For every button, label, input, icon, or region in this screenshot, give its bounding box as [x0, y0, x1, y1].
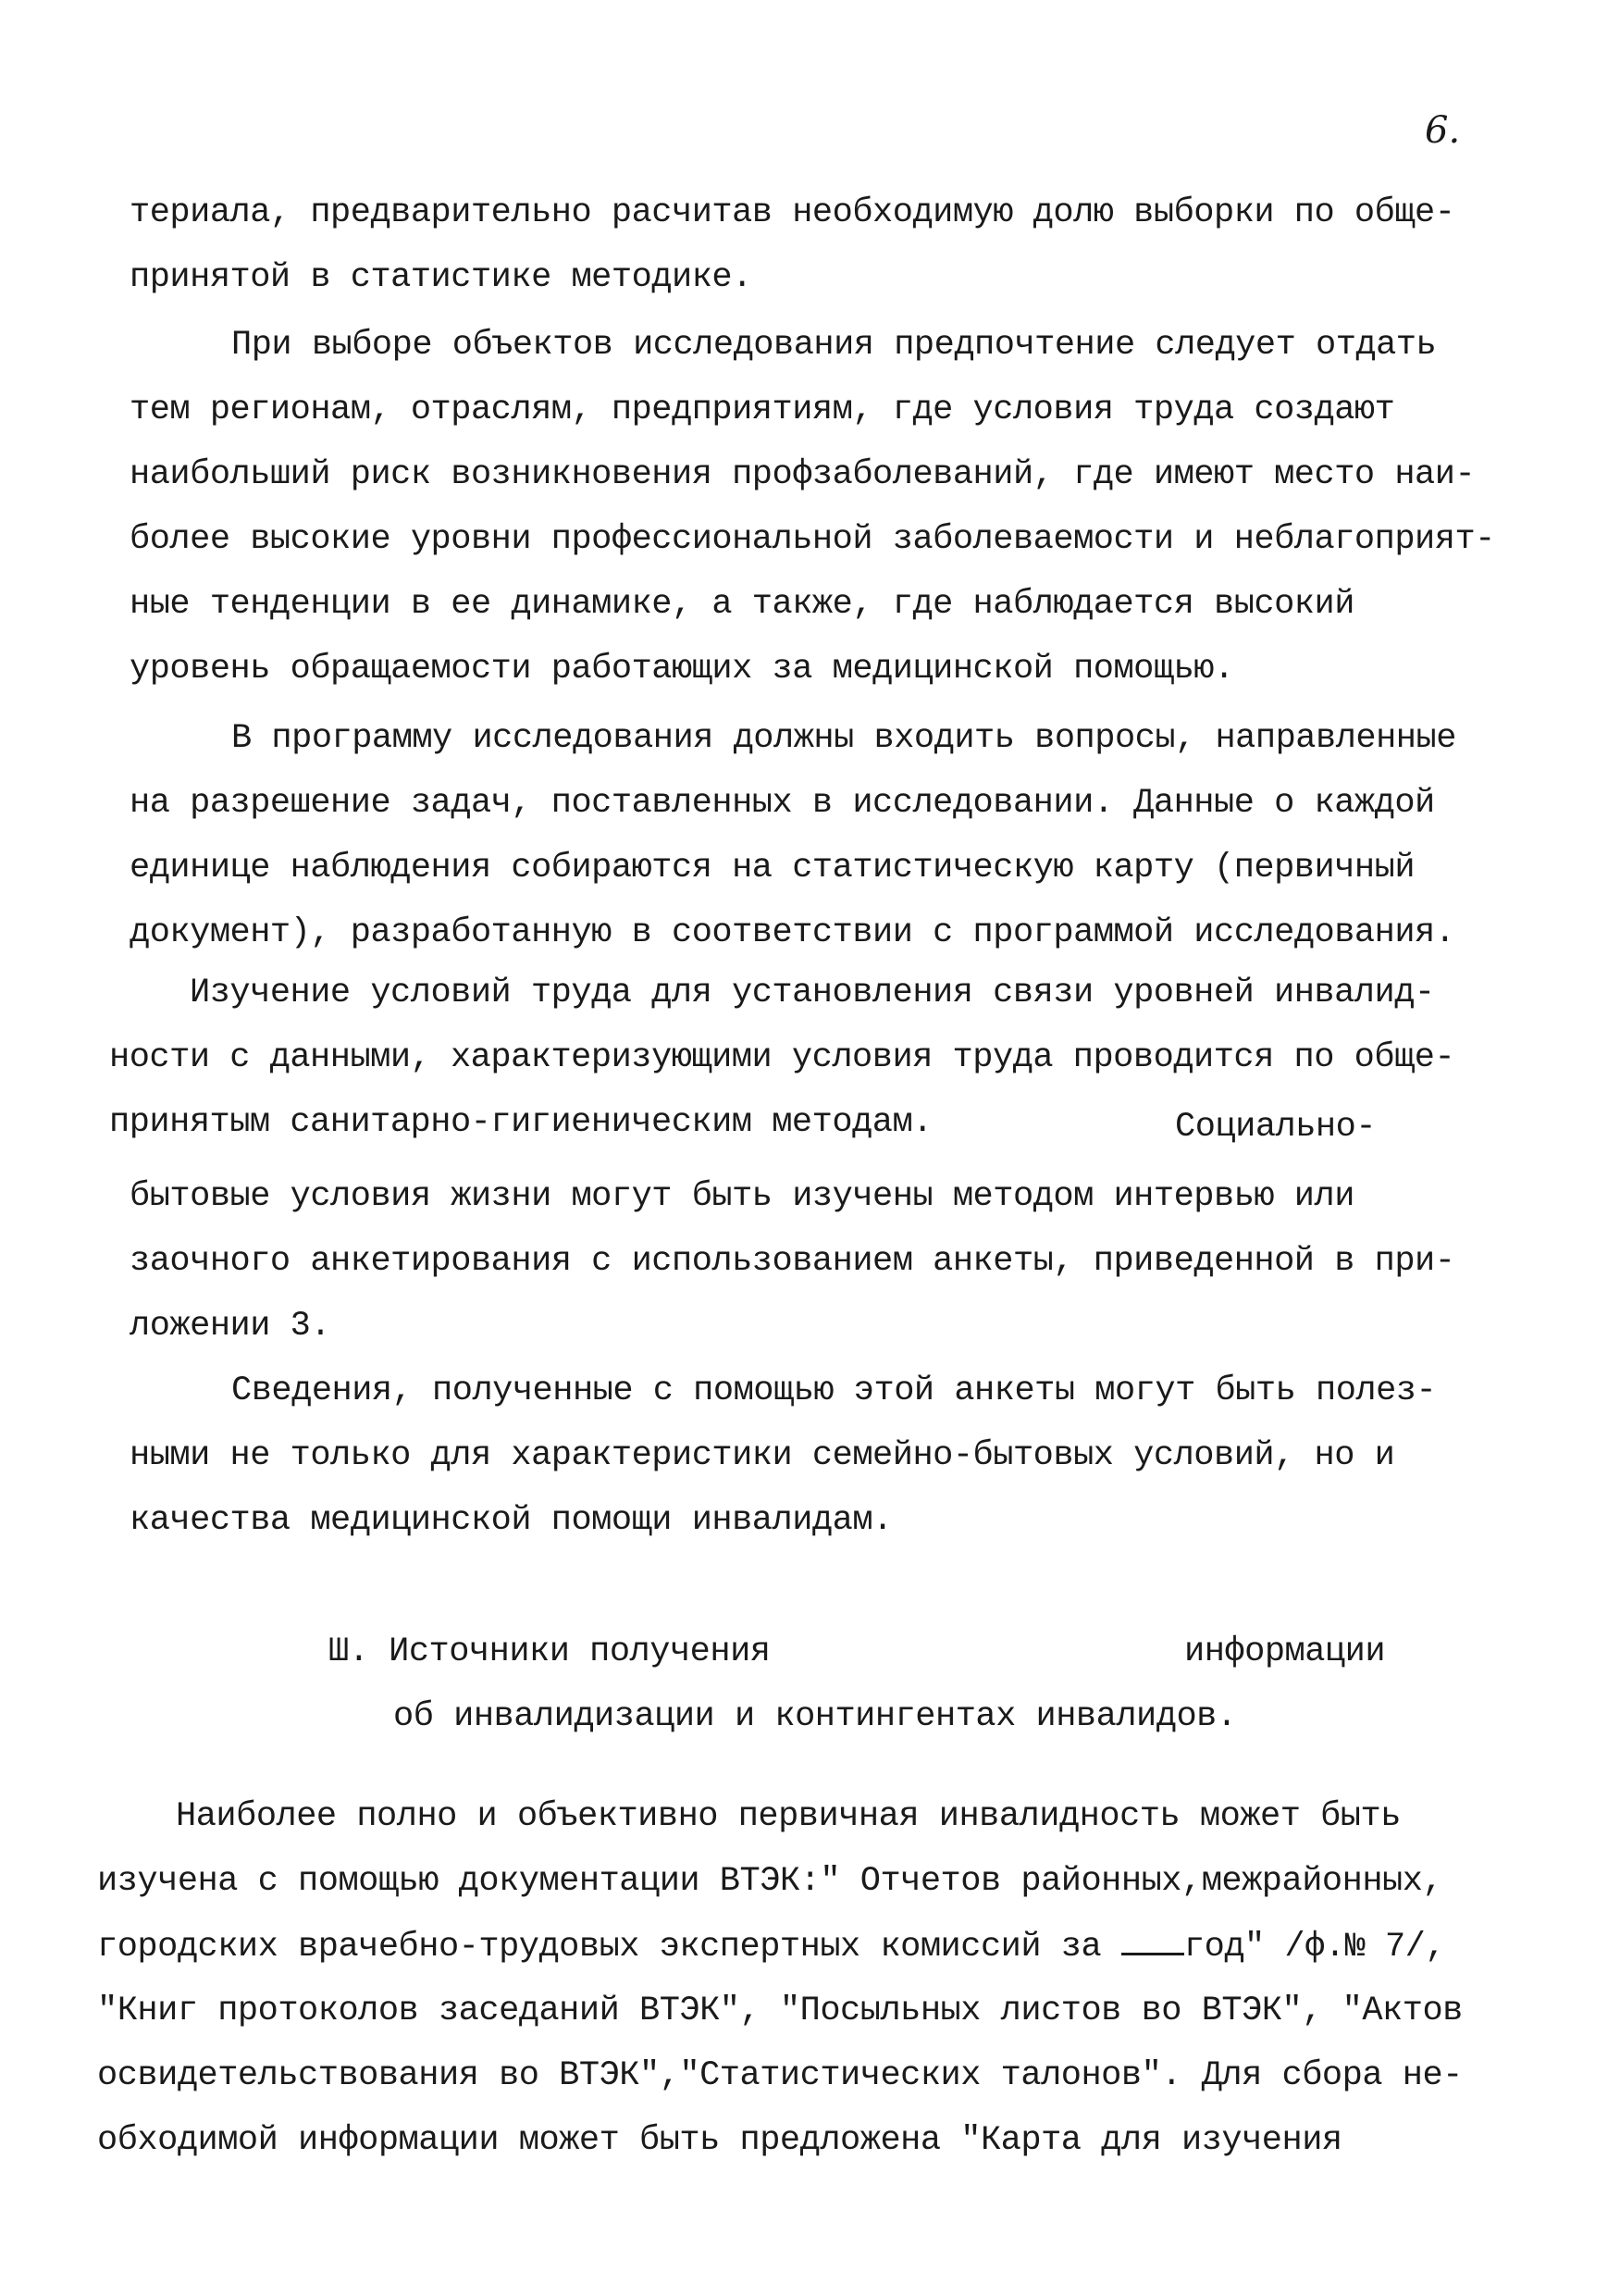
paragraph-line: ложении 3.	[130, 1307, 331, 1346]
paragraph-line: Сведения, полученные с помощью этой анкеты могут быть полез-	[231, 1371, 1437, 1410]
paragraph-line: Изучение условий труда для установления связи уровней инвалид-	[190, 974, 1435, 1012]
section-heading-right: информации	[1184, 1632, 1386, 1671]
section-heading-line-2: об инвалидизации и контингентах инвалидов.	[393, 1697, 1237, 1736]
paragraph-line: "Книг протоколов заседаний ВТЭК", "Посыльных листов во ВТЭК", "Актов	[97, 1992, 1463, 2030]
paragraph-line: ности с данными, характеризующими условия труда проводится по обще-	[109, 1038, 1455, 1077]
paragraph-line: териала, предварительно расчитав необходимую долю выборки по обще-	[130, 193, 1455, 232]
paragraph-line: наибольший риск возникновения профзаболеваний, где имеют место наи-	[130, 455, 1476, 494]
paragraph-line: Социально-	[1175, 1108, 1377, 1147]
paragraph-line-part: год" /ф.№ 7/,	[1183, 1928, 1446, 1967]
paragraph-line: документ), разработанную в соответствии с программой исследования.	[130, 913, 1455, 952]
paragraph-line: обходимой информации может быть предложена "Карта для изучения	[97, 2121, 1342, 2160]
paragraph-line: на разрешение задач, поставленных в исследовании. Данные о каждой	[130, 784, 1435, 823]
paragraph-line: ные тенденции в ее динамике, а также, где наблюдается высокий	[130, 585, 1354, 624]
paragraph-line: Наиболее полно и объективно первичная инвалидность может быть	[176, 1797, 1401, 1836]
paragraph-line: изучена с помощью документации ВТЭК:" Отчетов районных,межрайонных,	[97, 1862, 1443, 1901]
paragraph-line-with-blank	[97, 1925, 1445, 1968]
page-number: 6.	[1425, 109, 1461, 152]
paragraph-line: заочного анкетирования с использованием анкеты, приведенной в при-	[130, 1242, 1455, 1281]
section-heading-left: Ш. Источники получения	[328, 1632, 771, 1671]
paragraph-line: ными не только для характеристики семейно-бытовых условий, но и	[130, 1436, 1395, 1475]
paragraph-line: В программу исследования должны входить вопросы, направленные	[231, 719, 1456, 758]
paragraph-line: освидетельствования во ВТЭК","Статистических талонов". Для сбора не-	[97, 2056, 1463, 2095]
paragraph-line: При выборе объектов исследования предпочтение следует отдать	[231, 326, 1437, 365]
paragraph-line: единице наблюдения собираются на статистическую карту (первичный	[130, 849, 1416, 887]
blank-underline	[1121, 1925, 1184, 1955]
paragraph-line: качества медицинской помощи инвалидам.	[130, 1501, 893, 1540]
paragraph-line: тем регионам, отраслям, предприятиям, где условия труда создают	[130, 391, 1395, 429]
paragraph-line: принятой в статистике методике.	[130, 258, 752, 297]
paragraph-line: уровень обращаемости работающих за медицинской помощью.	[130, 650, 1234, 689]
paragraph-line: принятым санитарно-гигиеническим методам.	[109, 1103, 933, 1142]
paragraph-line-part: городских врачебно-трудовых экспертных комиссий за	[97, 1928, 1102, 1967]
paragraph-line: бытовые условия жизни могут быть изучены методом интервью или	[130, 1177, 1354, 1216]
paragraph-line: более высокие уровни профессиональной заболеваемости и неблагоприят-	[130, 520, 1495, 559]
